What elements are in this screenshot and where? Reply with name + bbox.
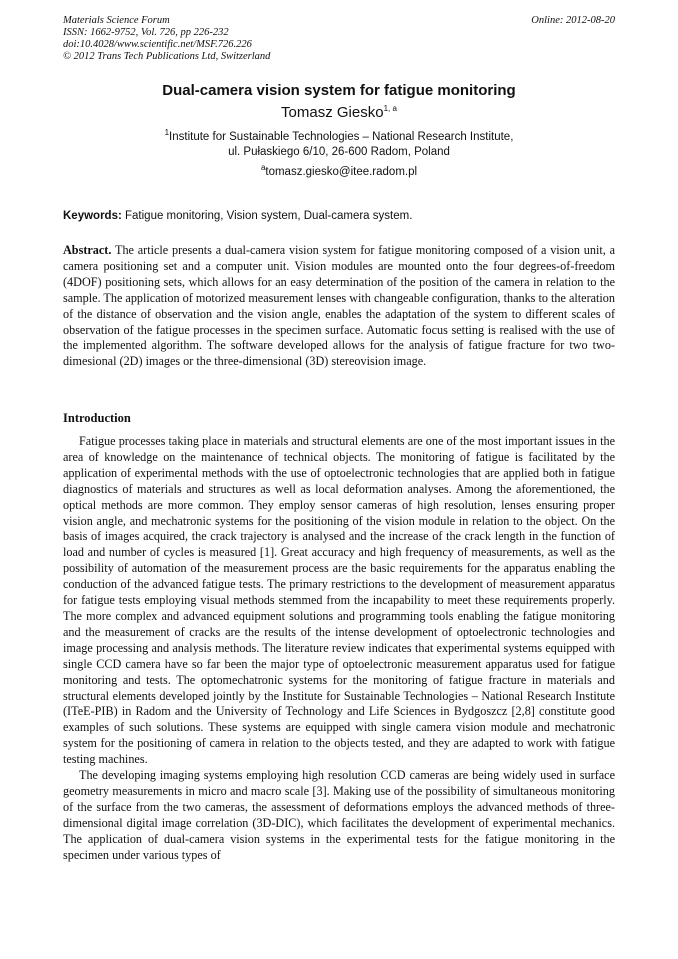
online-date: Online: 2012-08-20 — [531, 15, 615, 26]
keywords-label: Keywords: — [63, 210, 122, 222]
email-address: tomasz.giesko@itee.radom.pl — [265, 166, 418, 178]
section-heading-introduction: Introduction — [63, 411, 131, 425]
keywords-text: Fatigue monitoring, Vision system, Dual-camera system. — [125, 210, 413, 222]
author-superscript: 1, a — [383, 104, 397, 113]
journal-name: Materials Science Forum — [63, 15, 170, 26]
journal-copyright: © 2012 Trans Tech Publications Ltd, Switzerland — [63, 51, 271, 62]
keywords — [63, 210, 615, 222]
abstract-label: Abstract. — [63, 243, 112, 257]
affiliation-line-1: Institute for Sustainable Technologies – National Research Institute, — [169, 131, 514, 143]
abstract — [63, 243, 615, 370]
journal-issn: ISSN: 1662-9752, Vol. 726, pp 226-232 — [63, 27, 229, 38]
body-paragraph: Fatigue processes taking place in materials and structural elements are one of the most important issues in the area of knowledge on the maintenance of technical objects. The monitoring of fatigue is facilitated by the application of experimental methods with the use of optoelectronic technologies that are applied both in fatigue diagnostics of materials and structures as well as local deformation analyses. Among the aforementioned, the optical methods are more common. They employ sensor cameras of high resolution, lenses ensuring proper vision angle, and mechatronic systems for the positioning of the vision module in relation to the object. On the basis of images acquired, the crack trajectory is analysed and the increase of the crack length in the function of load and number of cycles is measured [1]. Great accuracy and high frequency of measurements, as well as the possibility of automation of the measurement process are the basic requirements for the apparatus enabling the conduction of the advanced fatigue tests. The primary restrictions to the development of measurement apparatus for fatigue tests employing visual methods stemmed from the incapability to meet these requirements properly. The more complex and advanced equipment solutions and programming tools enabling the fatigue monitoring and the measurement of cracks are the results of the intense development of optoelectronic technologies and image processing and analysis methods. The literature review indicates that experimental systems equipped with single CCD camera have so far been the major type of optoelectronic measurement apparatus used for fatigue monitoring and tests. The optomechatronic systems for the monitoring of fatigue fracture in materials and structural elements developed jointly by the Institute for Sustainable Technologies – National Research Institute (ITeE-PIB) in Radom and the University of Technology and Life Sciences in Bydgoszcz [2,8] constitute good examples of such solutions. These systems are equipped with single camera vision module and mechatronic system for the positioning of camera in relation to the objects tested, and they are adapted to work with fatigue testing machines. — [63, 434, 615, 767]
body-paragraph: The developing imaging systems employing high resolution CCD cameras are being widely used in surface geometry measurements in micro and macro scale [3]. Making use of the possibility of simultaneous monitoring of the surface from the two cameras, the assessment of deformations employs the advanced methods of three-dimensional digital image correlation (3D-DIC), which facilitates the development of experimental mechanics. The application of dual-camera vision systems in the experimental tests for the fatigue monitoring in the specimen under various types of — [63, 768, 615, 862]
email-superscript: a — [260, 163, 266, 173]
author-line — [63, 104, 615, 121]
affiliation-line-2: ul. Pułaskiego 6/10, 26-600 Radom, Poland — [228, 146, 450, 158]
paper-title: Dual-camera vision system for fatigue monitoring — [162, 82, 516, 99]
author-name: Tomasz Giesko — [281, 104, 384, 121]
affiliation — [63, 130, 615, 160]
affiliation-superscript: 1 — [164, 128, 170, 138]
abstract-text: The article presents a dual-camera vision system for fatigue monitoring composed of a vision unit, a camera positioning set and a computer unit. Vision modules are mounted onto the four degrees-of-freedom (4DOF) positioning sets, which allows for an easy determination of the position of the camera in relation to the sample. The application of motorized measurement lenses with changeable configuration, thanks to the alteration of the distance of observation and the vision angle, enables the adaptation of the system to different scales of observation of the fatigue processes in the specimen surface. Automatic focus setting is realised with the use of the implemented algorithm. The software developed allows for the analysis of fatigue fracture for two two-dimesional (2D) images or the three-dimensional (3D) stereovision image. — [63, 243, 616, 369]
author-email — [63, 163, 615, 178]
introduction-body — [63, 434, 615, 863]
journal-doi: doi:10.4028/www.scientific.net/MSF.726.226 — [63, 39, 252, 50]
journal-header — [63, 15, 615, 63]
